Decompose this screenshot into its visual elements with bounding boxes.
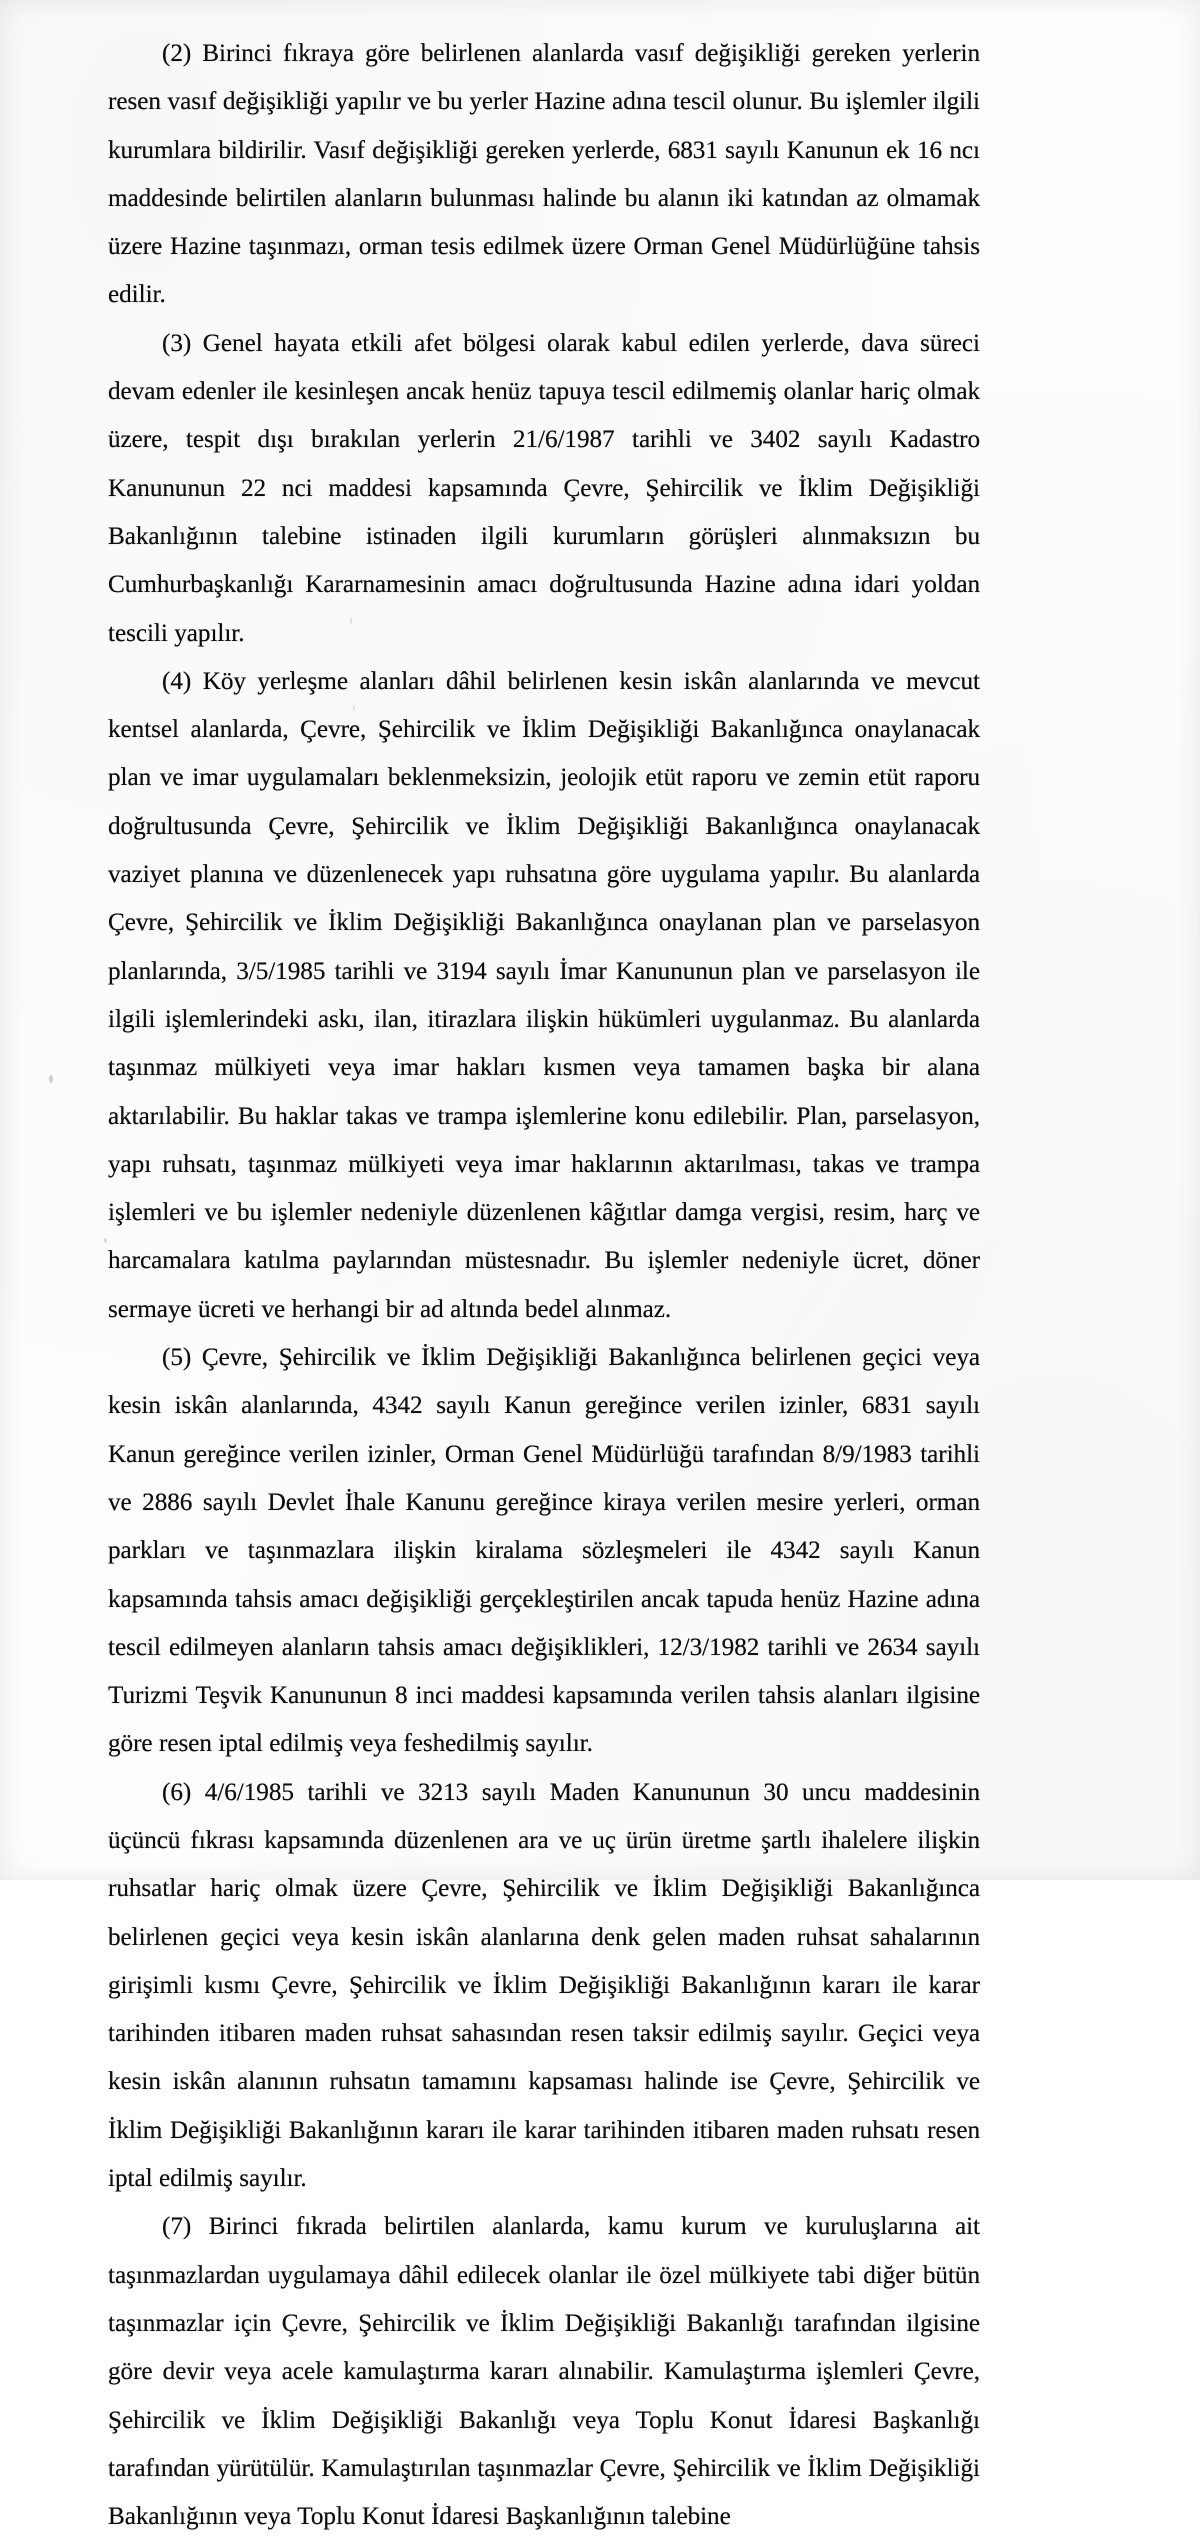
paragraph-7: (7) Birinci fıkrada belirtilen alanlarda, kamu kurum ve kuruluşlarına ait taşınmazlardan uygulamaya dâhil edilecek olanlar ile özel mülkiyete tabi diğer bütün taşınmazlar için Çevre, Şehircilik ve İklim Değişikliği Bakanlığı tarafından ilgisine göre devir veya acele kamulaştırma kararı alınabilir. Kamulaştırma işlemleri Çevre, Şehircilik ve İklim Değişikliği Bakanlığı veya Toplu Konut İdaresi Başkanlığı tarafından yürütülür. Kamulaştırılan taşınmazlar Çevre, Şehircilik ve İklim Değişikliği Bakanlığının veya Toplu Konut İdaresi Başkanlığının talebine bbox=[108, 2213, 980, 2531]
scan-speck bbox=[49, 1075, 53, 1083]
document-text-column bbox=[108, 30, 980, 2541]
scan-speck bbox=[104, 1238, 107, 1243]
paragraph-6: (6) 4/6/1985 tarihli ve 3213 sayılı Maden Kanununun 30 uncu maddesinin üçüncü fıkrası kapsamında düzenlenen ara ve uç ürün üretme şartlı ihalelere ilişkin ruhsatlar hariç olmak üzere Çevre, Şehircilik ve İklim Değişikliği Bakanlığınca belirlenen geçici veya kesin iskân alanlarına denk gelen maden ruhsat sahalarının girişimli kısmı Çevre, Şehircilik ve İklim Değişikliği Bakanlığının kararı ile karar tarihinden itibaren maden ruhsat sahasından resen taksir edilmiş sayılır. Geçici veya kesin iskân alanının ruhsatın tamamını kapsaması halinde ise Çevre, Şehircilik ve İklim Değişikliği Bakanlığının kararı ile karar tarihinden itibaren maden ruhsatı resen iptal edilmiş sayılır. bbox=[108, 1778, 980, 2193]
paragraph-4: (4) Köy yerleşme alanları dâhil belirlenen kesin iskân alanlarında ve mevcut kentsel alanlarda, Çevre, Şehircilik ve İklim Değişikliği Bakanlığınca onaylanacak plan ve imar uygulamaları beklenmeksizin, jeolojik etüt raporu ve zemin etüt raporu doğrultusunda Çevre, Şehircilik ve İklim Değişikliği Bakanlığınca onaylanacak vaziyet planına ve düzenlenecek yapı ruhsatına göre uygulama yapılır. Bu alanlarda Çevre, Şehircilik ve İklim Değişikliği Bakanlığınca onaylanan plan ve parselasyon planlarında, 3/5/1985 tarihli ve 3194 sayılı İmar Kanununun plan ve parselasyon ile ilgili işlemlerindeki askı, ilan, itirazlara ilişkin hükümleri uygulanmaz. Bu alanlarda taşınmaz mülkiyeti veya imar hakları kısmen veya tamamen başka bir alana aktarılabilir. Bu haklar takas ve trampa işlemlerine konu edilebilir. Plan, parselasyon, yapı ruhsatı, taşınmaz mülkiyeti veya imar haklarının aktarılması, takas ve trampa işlemleri ve bu işlemler nedeniyle düzenlenen kâğıtlar damga vergisi, resim, harç ve harcamalara katılma paylarından müstesnadır. Bu işlemler nedeniyle ücret, döner sermaye ücreti ve herhangi bir ad altında bedel alınmaz. bbox=[108, 667, 980, 1323]
paragraph-2: (2) Birinci fıkraya göre belirlenen alanlarda vasıf değişikliği gereken yerlerin resen vasıf değişikliği yapılır ve bu yerler Hazine adına tescil olunur. Bu işlemler ilgili kurumlara bildirilir. Vasıf değişikliği gereken yerlerde, 6831 sayılı Kanunun ek 16 ncı maddesinde belirtilen alanların bulunması halinde bu alanın iki katından az olmamak üzere Hazine taşınmazı, orman tesis edilmek üzere Orman Genel Müdürlüğüne tahsis edilir. bbox=[108, 40, 980, 309]
paragraph-3: (3) Genel hayata etkili afet bölgesi olarak kabul edilen yerlerde, dava süreci devam edenler ile kesinleşen ancak henüz tapuya tescil edilmemiş olanlar hariç olmak üzere, tespit dışı bırakılan yerlerin 21/6/1987 tarihli ve 3402 sayılı Kadastro Kanununun 22 nci maddesi kapsamında Çevre, Şehircilik ve İklim Değişikliği Bakanlığının talebine istinaden ilgili kurumların görüşleri alınmaksızın bu Cumhurbaşkanlığı Kararnamesinin amacı doğrultusunda Hazine adına idari yoldan tescili yapılır. bbox=[108, 329, 980, 647]
paragraph-5: (5) Çevre, Şehircilik ve İklim Değişikliği Bakanlığınca belirlenen geçici veya kesin iskân alanlarında, 4342 sayılı Kanun gereğince verilen izinler, 6831 sayılı Kanun gereğince verilen izinler, Orman Genel Müdürlüğü tarafından 8/9/1983 tarihli ve 2886 sayılı Devlet İhale Kanunu gereğince kiraya verilen mesire yerleri, orman parkları ve taşınmazlara ilişkin kiralama sözleşmeleri ile 4342 sayılı Kanun kapsamında tahsis amacı değişikliği gerçekleştirilen ancak tapuda henüz Hazine adına tescil edilmeyen alanların tahsis amacı değişiklikleri, 12/3/1982 tarihli ve 2634 sayılı Turizmi Teşvik Kanununun 8 inci maddesi kapsamında verilen tahsis alanları ilgisine göre resen iptal edilmiş veya feshedilmiş sayılır. bbox=[108, 1344, 980, 1758]
